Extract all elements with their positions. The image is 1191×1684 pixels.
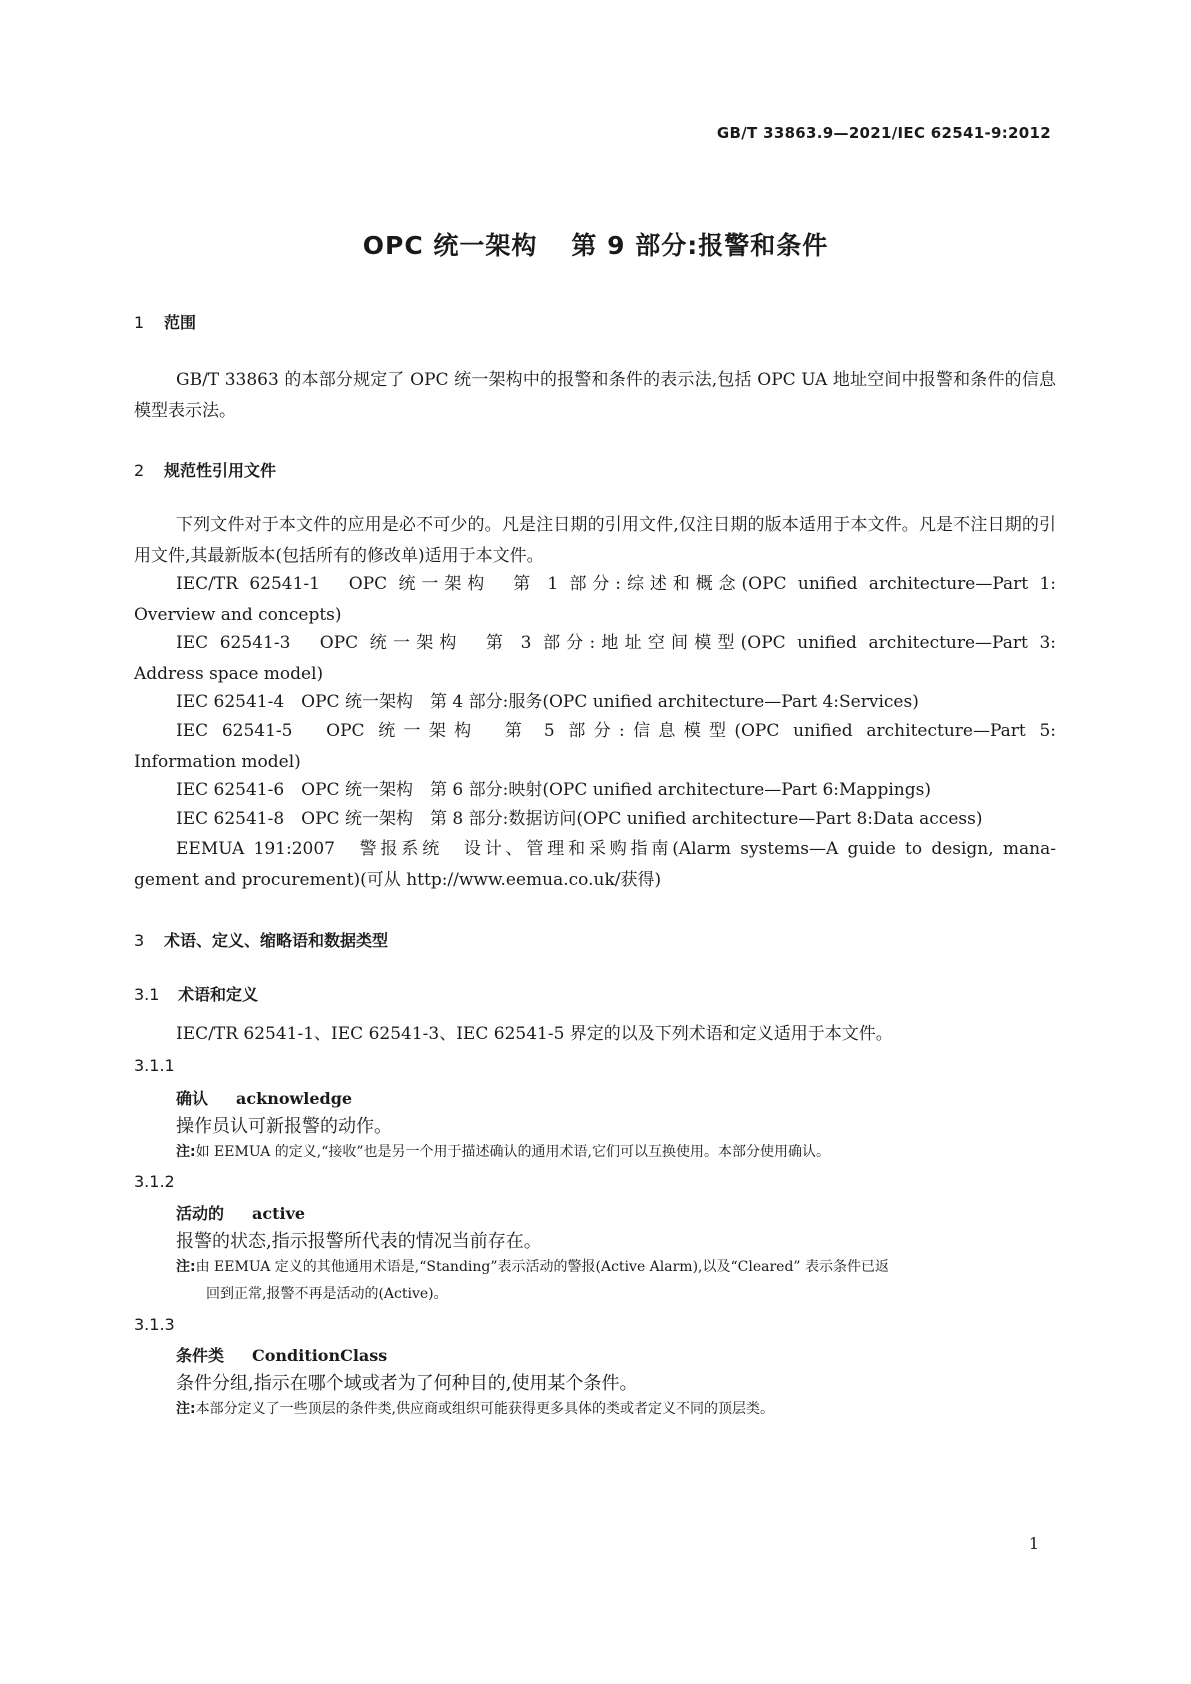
term-definition: 报警的状态,指示报警所代表的情况当前存在。 xyxy=(176,1231,542,1252)
term-note: 注:如 EEMUA 的定义,“接收”也是另一个用于描述确认的通用术语,它们可以互换使用。本部分使用确认。 xyxy=(176,1144,830,1160)
term-definition: 条件分组,指示在哪个域或者为了何种目的,使用某个条件。 xyxy=(176,1373,638,1394)
reference-item: IEC 62541-6 OPC 统一架构 第 6 部分:映射(OPC unified architecture—Part 6:Mappings) xyxy=(176,780,931,800)
title-part-b: 第 9 部分:报警和条件 xyxy=(571,231,829,260)
term-number: 3.1.2 xyxy=(134,1172,175,1191)
standard-code: GB/T 33863.9—2021/IEC 62541-9:2012 xyxy=(716,124,1051,142)
term-number: 3.1.1 xyxy=(134,1056,175,1075)
reference-item: IEC 62541-4 OPC 统一架构 第 4 部分:服务(OPC unified architecture—Part 4:Services) xyxy=(176,692,919,712)
term-heading: 活动的 active xyxy=(176,1204,306,1223)
term-note: 注:本部分定义了一些顶层的条件类,供应商或组织可能获得更多具体的类或者定义不同的顶层类。 xyxy=(176,1401,775,1417)
document-title xyxy=(0,226,1191,262)
term-definition: 操作员认可新报警的动作。 xyxy=(176,1116,392,1137)
section-2-heading: 2 规范性引用文件 xyxy=(134,461,277,480)
section-1-body: GB/T 33863 的本部分规定了 OPC 统一架构中的报警和条件的表示法,包括 OPC UA 地址空间中报警和条件的信息模型表示法。 xyxy=(134,370,1056,421)
term-number: 3.1.3 xyxy=(134,1315,175,1334)
reference-item: IEC/TR 62541-1 OPC 统一架构 第 1 部分:综述和概念(OPC unified architecture—Part 1: Overview and concepts) xyxy=(134,574,1056,625)
reference-item: EEMUA 191:2007 警报系统 设计、管理和采购指南(Alarm systems—A guide to design, mana- gement and procurement)(可从 http://www.eemua.co.uk/获得) xyxy=(134,839,1056,890)
title-part-a: OPC 统一架构 xyxy=(362,231,538,260)
term-heading: 确认 acknowledge xyxy=(176,1089,353,1108)
reference-item: IEC 62541-5 OPC 统一架构 第 5 部分:信息模型(OPC unified architecture—Part 5: Information model) xyxy=(134,721,1056,772)
term-heading: 条件类 ConditionClass xyxy=(176,1346,388,1365)
section-2-intro: 下列文件对于本文件的应用是必不可少的。凡是注日期的引用文件,仅注日期的版本适用于本文件。凡是不注日期的引用文件,其最新版本(包括所有的修改单)适用于本文件。 xyxy=(134,515,1056,566)
section-1-heading: 1 范围 xyxy=(134,313,197,332)
term-note: 注:由 EEMUA 定义的其他通用术语是,“Standing”表示活动的警报(Active Alarm),以及“Cleared” 表示条件已返 回到正常,报警不再是活动的(Active)。 xyxy=(176,1259,890,1302)
page-number: 1 xyxy=(1028,1534,1039,1553)
reference-item: IEC 62541-8 OPC 统一架构 第 8 部分:数据访问(OPC unified architecture—Part 8:Data access) xyxy=(176,809,983,829)
section-3-heading: 3 术语、定义、缩略语和数据类型 xyxy=(134,931,389,950)
section-3-1-heading: 3.1 术语和定义 xyxy=(134,985,259,1004)
reference-item: IEC 62541-3 OPC 统一架构 第 3 部分:地址空间模型(OPC unified architecture—Part 3: Address space model) xyxy=(134,633,1056,684)
section-3-1-intro: IEC/TR 62541-1、IEC 62541-3、IEC 62541-5 界定的以及下列术语和定义适用于本文件。 xyxy=(176,1024,893,1044)
